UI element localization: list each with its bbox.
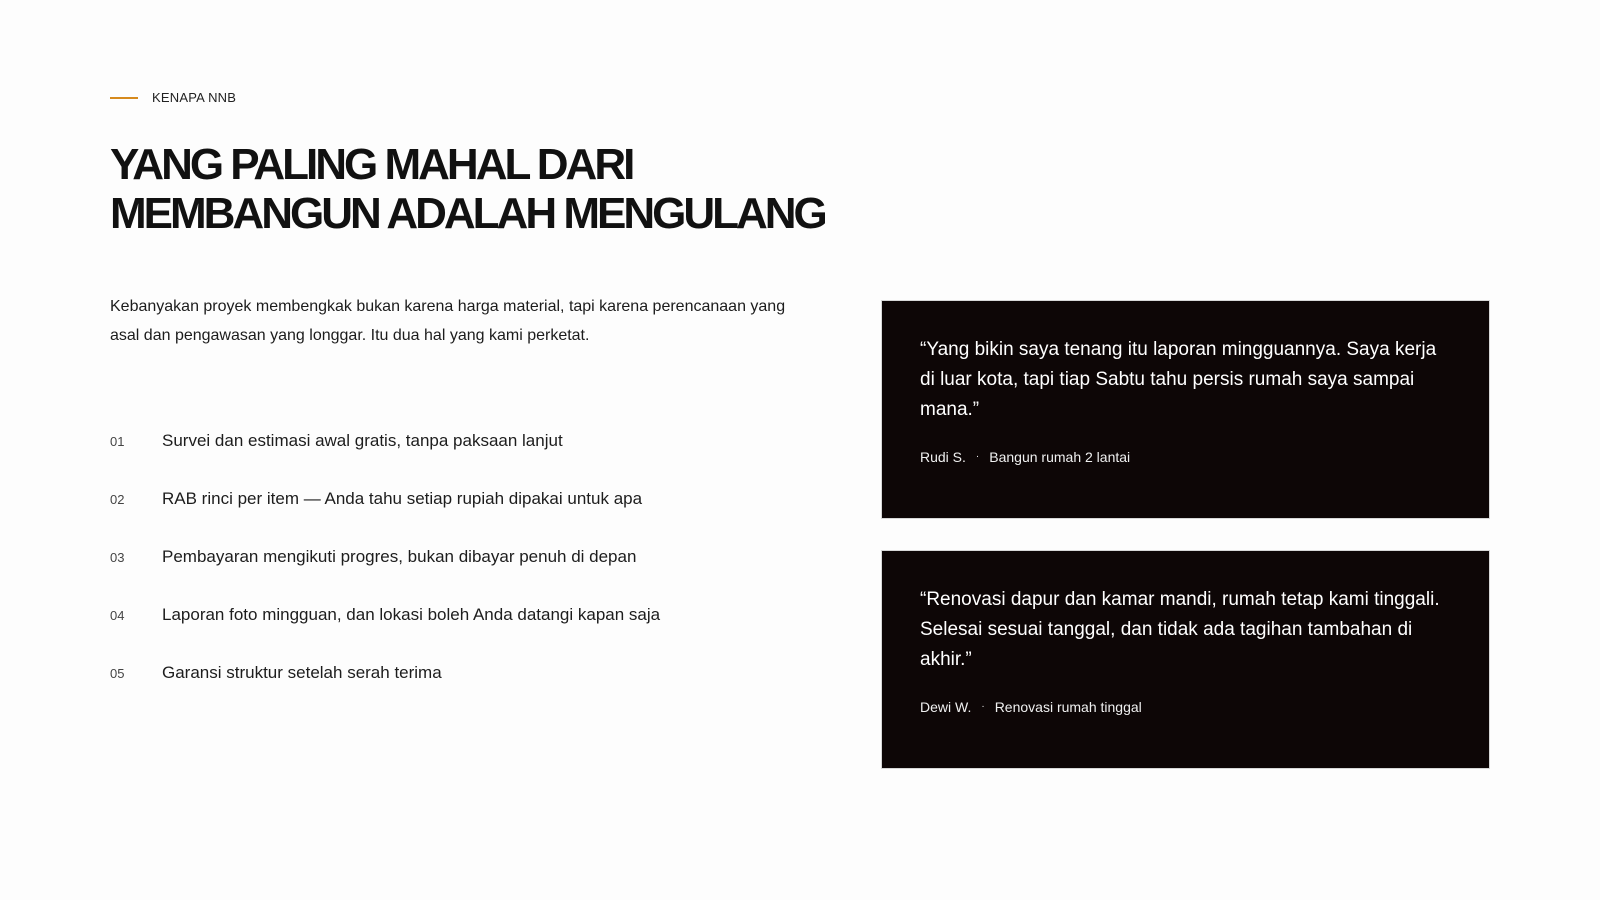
feature-text: Survei dan estimasi awal gratis, tanpa paksaan lanjut bbox=[162, 431, 563, 450]
testimonial-meta bbox=[920, 449, 1451, 465]
feature-text: Pembayaran mengikuti progres, bukan dibayar penuh di depan bbox=[162, 547, 637, 566]
testimonial-project: Renovasi rumah tinggal bbox=[994, 699, 1142, 715]
feature-number: 01 bbox=[110, 433, 125, 449]
testimonial-quote: “Renovasi dapur dan kamar mandi, rumah tetap kami tinggali. Selesai sesuai tanggal, dan tidak ada tagihan tambahan di akhir.” bbox=[920, 589, 1440, 670]
meta-separator: · bbox=[981, 701, 985, 712]
feature-item bbox=[110, 586, 830, 644]
meta-separator: · bbox=[975, 451, 980, 462]
feature-number: 03 bbox=[110, 549, 125, 565]
feature-text: Laporan foto mingguan, dan lokasi boleh Anda datangi kapan saja bbox=[162, 605, 661, 624]
feature-text: Garansi struktur setelah serah terima bbox=[162, 663, 442, 682]
feature-item bbox=[110, 470, 830, 528]
testimonial-card bbox=[881, 550, 1490, 769]
feature-number: 02 bbox=[110, 491, 125, 507]
accent-line bbox=[110, 97, 138, 99]
testimonial-card bbox=[881, 300, 1490, 519]
testimonial-meta bbox=[920, 699, 1451, 715]
feature-list bbox=[110, 412, 830, 702]
feature-item bbox=[110, 644, 830, 702]
feature-number: 05 bbox=[110, 665, 125, 681]
intro-paragraph: Kebanyakan proyek membengkak bukan karena harga material, tapi karena perencanaan yang asal dan pengawasan yang longgar. Itu dua hal yang kami perketat. bbox=[110, 298, 786, 344]
section-headline bbox=[110, 140, 850, 238]
headline-line-1: YANG PALING MAHAL DARI bbox=[110, 140, 633, 189]
eyebrow-label: KENAPA NNB bbox=[152, 90, 237, 105]
section-eyebrow bbox=[110, 90, 236, 105]
testimonial-author: Dewi W. bbox=[920, 699, 972, 715]
testimonial-project: Bangun rumah 2 lantai bbox=[989, 449, 1131, 465]
testimonial-author: Rudi S. bbox=[920, 449, 966, 465]
testimonial-quote: “Yang bikin saya tenang itu laporan mingguannya. Saya kerja di luar kota, tapi tiap Sabtu tahu persis rumah saya sampai mana.” bbox=[920, 339, 1437, 420]
headline-line-2: MEMBANGUN ADALAH MENGULANG bbox=[110, 189, 825, 238]
feature-number: 04 bbox=[110, 607, 125, 623]
feature-text: RAB rinci per item — Anda tahu setiap rupiah dipakai untuk apa bbox=[162, 489, 643, 508]
feature-item bbox=[110, 412, 830, 470]
feature-item bbox=[110, 528, 830, 586]
